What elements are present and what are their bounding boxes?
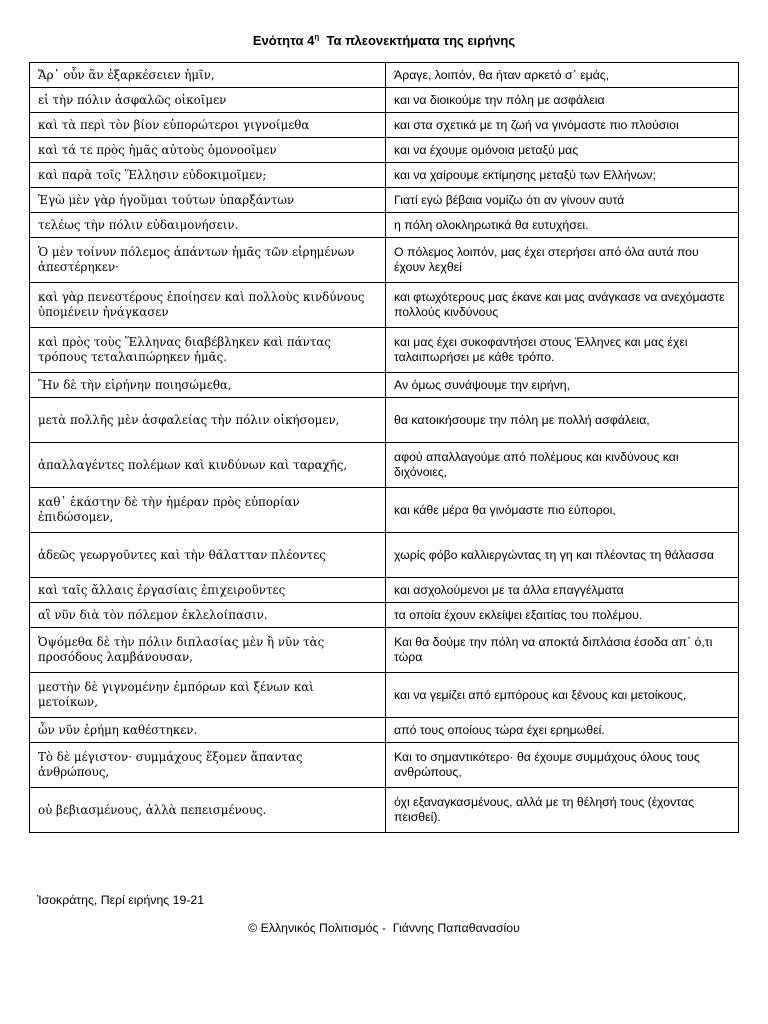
ancient-text-cell: ἀπαλλαγέντες πολέμων καὶ κινδύνων καὶ ταραχῆς, [30,443,386,488]
table-row [30,163,739,188]
table-row [30,113,739,138]
ancient-text-cell: Ὁ μὲν τοίνυν πόλεμος ἁπάντων ἡμᾶς τῶν εἰρημένων ἀπεστέρηκεν· [30,238,386,283]
table-row [30,238,739,283]
translation-cell: Αν όμως συνάψουμε την ειρήνη, [386,373,739,398]
ancient-text-cell: αἳ νῦν διὰ τὸν πόλεμον ἐκλελοίπασιν. [30,603,386,628]
translation-cell: θα κατοικήσουμε την πόλη με πολλή ασφάλεια, [386,398,739,443]
table-row [30,213,739,238]
translation-cell: τα οποία έχουν εκλείψει εξαιτίας του πολέμου. [386,603,739,628]
table-row [30,398,739,443]
ancient-text-cell: Ἄρ᾽ οὖν ἂν ἐξαρκέσειεν ἡμῖν, [30,63,386,88]
title-rest: Τα πλεονεκτήματα της ειρήνης [319,33,516,48]
ancient-text-cell: οὐ βεβιασμένους, ἀλλὰ πεπεισμένους. [30,788,386,833]
table-row [30,63,739,88]
translation-cell: και στα σχετικά με τη ζωή να γινόμαστε πιο πλούσιοι [386,113,739,138]
translation-cell: και να διοικούμε την πόλη με ασφάλεια [386,88,739,113]
table-row [30,628,739,673]
ancient-text-cell: καὶ ταῖς ἄλλαις ἐργασίαις ἐπιχειροῦντες [30,578,386,603]
ancient-text-cell: Τὸ δὲ μέγιστον· συμμάχους ἕξομεν ἅπαντας ἀνθρώπους, [30,743,386,788]
table-row [30,788,739,833]
translation-cell: χωρίς φόβο καλλιεργώντας τη γη και πλέοντας τη θάλασσα [386,533,739,578]
ancient-text-cell: καὶ τά τε πρὸς ἡμᾶς αὐτοὺς ὁμονοοῖμεν [30,138,386,163]
translation-cell: Γιατί εγώ βέβαια νομίζω ότι αν γίνουν αυτά [386,188,739,213]
translation-cell: Άραγε, λοιπόν, θα ήταν αρκετό σ᾽ εμάς, [386,63,739,88]
ancient-text-cell: καὶ γὰρ πενεστέρους ἐποίησεν καὶ πολλοὺς κινδύνους ὑπομένειν ἠνάγκασεν [30,283,386,328]
source-citation: Ἰσοκράτης, Περί ειρήνης 19-21 [37,893,205,907]
translation-cell: και φτωχότερους μας έκανε και μας ανάγκασε να ανεχόμαστε πολλούς κινδύνους [386,283,739,328]
copyright-footer: © Ελληνικός Πολιτισμός - Γιάννης Παπαθανασίου [248,921,520,935]
table-row [30,673,739,718]
translation-cell: Και θα δούμε την πόλη να αποκτά διπλάσια έσοδα απ᾽ ό,τι τώρα [386,628,739,673]
ancient-text-cell: ὧν νῦν ἐρήμη καθέστηκεν. [30,718,386,743]
title-prefix: Ενότητα 4 [252,33,315,48]
table-row [30,373,739,398]
translation-cell: από τους οποίους τώρα έχει ερημωθεί. [386,718,739,743]
table-row [30,578,739,603]
translation-cell: Και το σημαντικότερο· θα έχουμε συμμάχους όλους τους ανθρώπους, [386,743,739,788]
translation-cell: η πόλη ολοκληρωτικά θα ευτυχήσει. [386,213,739,238]
table-row [30,743,739,788]
ancient-text-cell: Ἐγὼ μὲν γὰρ ἡγοῦμαι τούτων ὑπαρξάντων [30,188,386,213]
ancient-text-cell: καὶ παρὰ τοῖς Ἕλλησιν εὐδοκιμοῖμεν; [30,163,386,188]
table-row [30,488,739,533]
ancient-text-cell: μετὰ πολλῆς μὲν ἀσφαλείας τὴν πόλιν οἰκήσομεν, [30,398,386,443]
translation-cell: αφού απαλλαγούμε από πολέμους και κινδύνους και διχόνοιες, [386,443,739,488]
table-row [30,88,739,113]
ancient-text-cell: εἰ τὴν πόλιν ἀσφαλῶς οἰκοῖμεν [30,88,386,113]
translation-cell: και μας έχει συκοφαντήσει στους Έλληνες και μας έχει ταλαιπωρήσει με κάθε τρόπο. [386,328,739,373]
table-row [30,188,739,213]
table-row [30,603,739,628]
translation-cell: όχι εξαναγκασμένους, αλλά με τη θέλησή τους (έχοντας πεισθεί). [386,788,739,833]
table-row [30,443,739,488]
translation-cell: και να χαίρουμε εκτίμησης μεταξύ των Ελλήνων; [386,163,739,188]
table-row [30,328,739,373]
translation-cell: και να γεμίζει από εμπόρους και ξένους και μετοίκους, [386,673,739,718]
table-row [30,138,739,163]
table-row [30,533,739,578]
parallel-text-table [29,62,739,833]
ancient-text-cell: τελέως τὴν πόλιν εὐδαιμονήσειν. [30,213,386,238]
ancient-text-cell: καὶ πρὸς τοὺς Ἕλληνας διαβέβληκεν καὶ πάντας τρόπους τεταλαιπώρηκεν ἡμᾶς. [30,328,386,373]
page-title [0,33,768,48]
translation-cell: και ασχολούμενοι με τα άλλα επαγγέλματα [386,578,739,603]
table-row [30,283,739,328]
translation-cell: Ο πόλεμος λοιπόν, μας έχει στερήσει από όλα αυτά που έχουν λεχθεί [386,238,739,283]
table-row [30,718,739,743]
ancient-text-cell: Ὀψόμεθα δὲ τὴν πόλιν διπλασίας μὲν ἢ νῦν τὰς προσόδους λαμβάνουσαν, [30,628,386,673]
ancient-text-cell: καθ᾽ ἑκάστην δὲ τὴν ἡμέραν πρὸς εὐπορίαν ἐπιδώσομεν, [30,488,386,533]
ancient-text-cell: μεστὴν δὲ γιγνομένην ἐμπόρων καὶ ξένων καὶ μετοίκων, [30,673,386,718]
title-superscript: η [314,32,320,42]
ancient-text-cell: ἀδεῶς γεωργοῦντες καὶ τὴν θάλατταν πλέοντες [30,533,386,578]
ancient-text-cell: καὶ τὰ περὶ τὸν βίον εὐπορώτεροι γιγνοίμεθα [30,113,386,138]
translation-cell: και να έχουμε ομόνοια μεταξύ μας [386,138,739,163]
translation-cell: και κάθε μέρα θα γινόμαστε πιο εύποροι, [386,488,739,533]
ancient-text-cell: Ἢν δὲ τὴν εἰρήνην ποιησώμεθα, [30,373,386,398]
